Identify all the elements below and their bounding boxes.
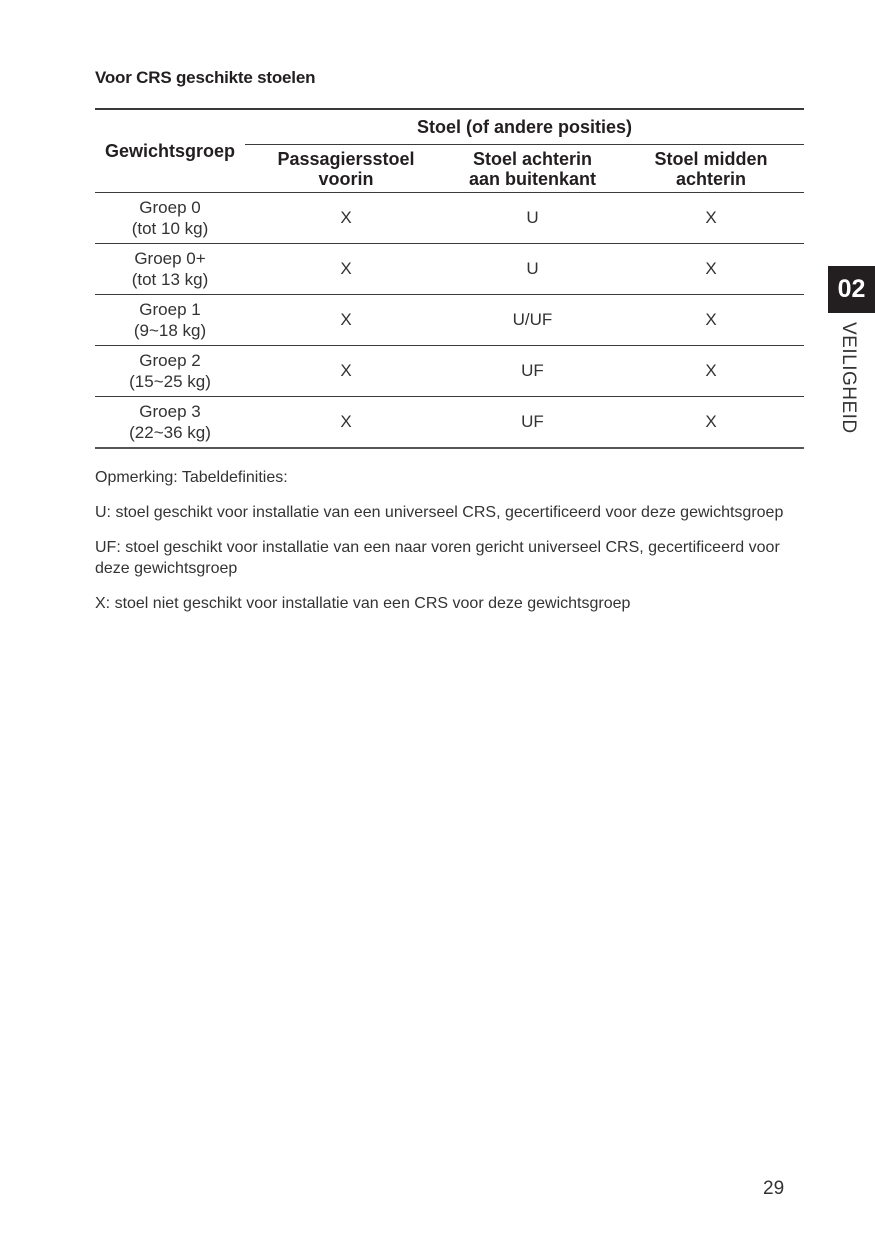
column-header-line: achterin — [675, 168, 747, 189]
weight-group-cell — [95, 397, 245, 449]
group-name: Groep 3 — [139, 402, 201, 421]
column-header-line: aan buitenkant — [468, 168, 597, 189]
table-cell: X — [245, 346, 447, 397]
table-row — [95, 346, 804, 397]
note-definition-u: U: stoel geschikt voor installatie van een universeel CRS, gecertificeerd voor deze gewichtsgroep — [95, 504, 784, 521]
table-cell: U — [447, 244, 618, 295]
chapter-label: VEILIGHEID — [838, 322, 859, 434]
group-weight: (9~18 kg) — [133, 321, 207, 340]
column-header-line: voorin — [318, 168, 374, 189]
page-number: 29 — [763, 1178, 785, 1199]
table-cell: X — [618, 397, 804, 449]
group-name: Groep 2 — [139, 351, 201, 370]
table-cell: U/UF — [447, 295, 618, 346]
group-weight: (tot 10 kg) — [131, 219, 209, 238]
note-heading: Opmerking: Tabeldefinities: — [95, 469, 288, 486]
weight-group-cell — [95, 244, 245, 295]
table-cell: UF — [447, 346, 618, 397]
note-definition-x: X: stoel niet geschikt voor installatie van een CRS voor deze gewichtsgroep — [95, 595, 631, 612]
group-weight: (22~36 kg) — [129, 423, 211, 442]
group-name: Groep 1 — [139, 300, 201, 319]
table-notes — [95, 467, 807, 628]
note-definition-uf: UF: stoel geschikt voor installatie van een naar voren gericht universeel CRS, gecertificeerd voor deze gewichtsgroep — [95, 539, 780, 577]
weight-group-cell — [95, 295, 245, 346]
table-row — [95, 193, 804, 244]
table-cell: X — [245, 244, 447, 295]
crs-seat-table — [95, 108, 804, 449]
section-title: Voor CRS geschikte stoelen — [95, 68, 316, 87]
group-name: Groep 0 — [139, 198, 201, 217]
table-cell: X — [245, 295, 447, 346]
chapter-number-tab: 02 — [828, 266, 875, 313]
column-header-line: Stoel achterin — [472, 148, 593, 169]
table-cell: X — [245, 193, 447, 244]
weight-group-cell — [95, 346, 245, 397]
table-cell: U — [447, 193, 618, 244]
seat-positions-header: Stoel (of andere posities) — [245, 109, 804, 145]
table-row — [95, 244, 804, 295]
table-cell: X — [618, 244, 804, 295]
weight-group-header: Gewichtsgroep — [95, 109, 245, 193]
table-cell: X — [618, 295, 804, 346]
group-weight: (tot 13 kg) — [131, 270, 209, 289]
group-name: Groep 0+ — [134, 249, 206, 268]
table-cell: X — [618, 193, 804, 244]
weight-group-cell — [95, 193, 245, 244]
column-header-front-passenger — [245, 145, 447, 193]
table-cell: X — [618, 346, 804, 397]
table-row — [95, 397, 804, 449]
table-cell: UF — [447, 397, 618, 449]
table-cell: X — [245, 397, 447, 449]
column-header-rear-outboard — [447, 145, 618, 193]
column-header-line: Passagiersstoel — [277, 148, 415, 169]
group-weight: (15~25 kg) — [129, 372, 211, 391]
column-header-rear-center — [618, 145, 804, 193]
column-header-line: Stoel midden — [654, 148, 768, 169]
table-row — [95, 295, 804, 346]
